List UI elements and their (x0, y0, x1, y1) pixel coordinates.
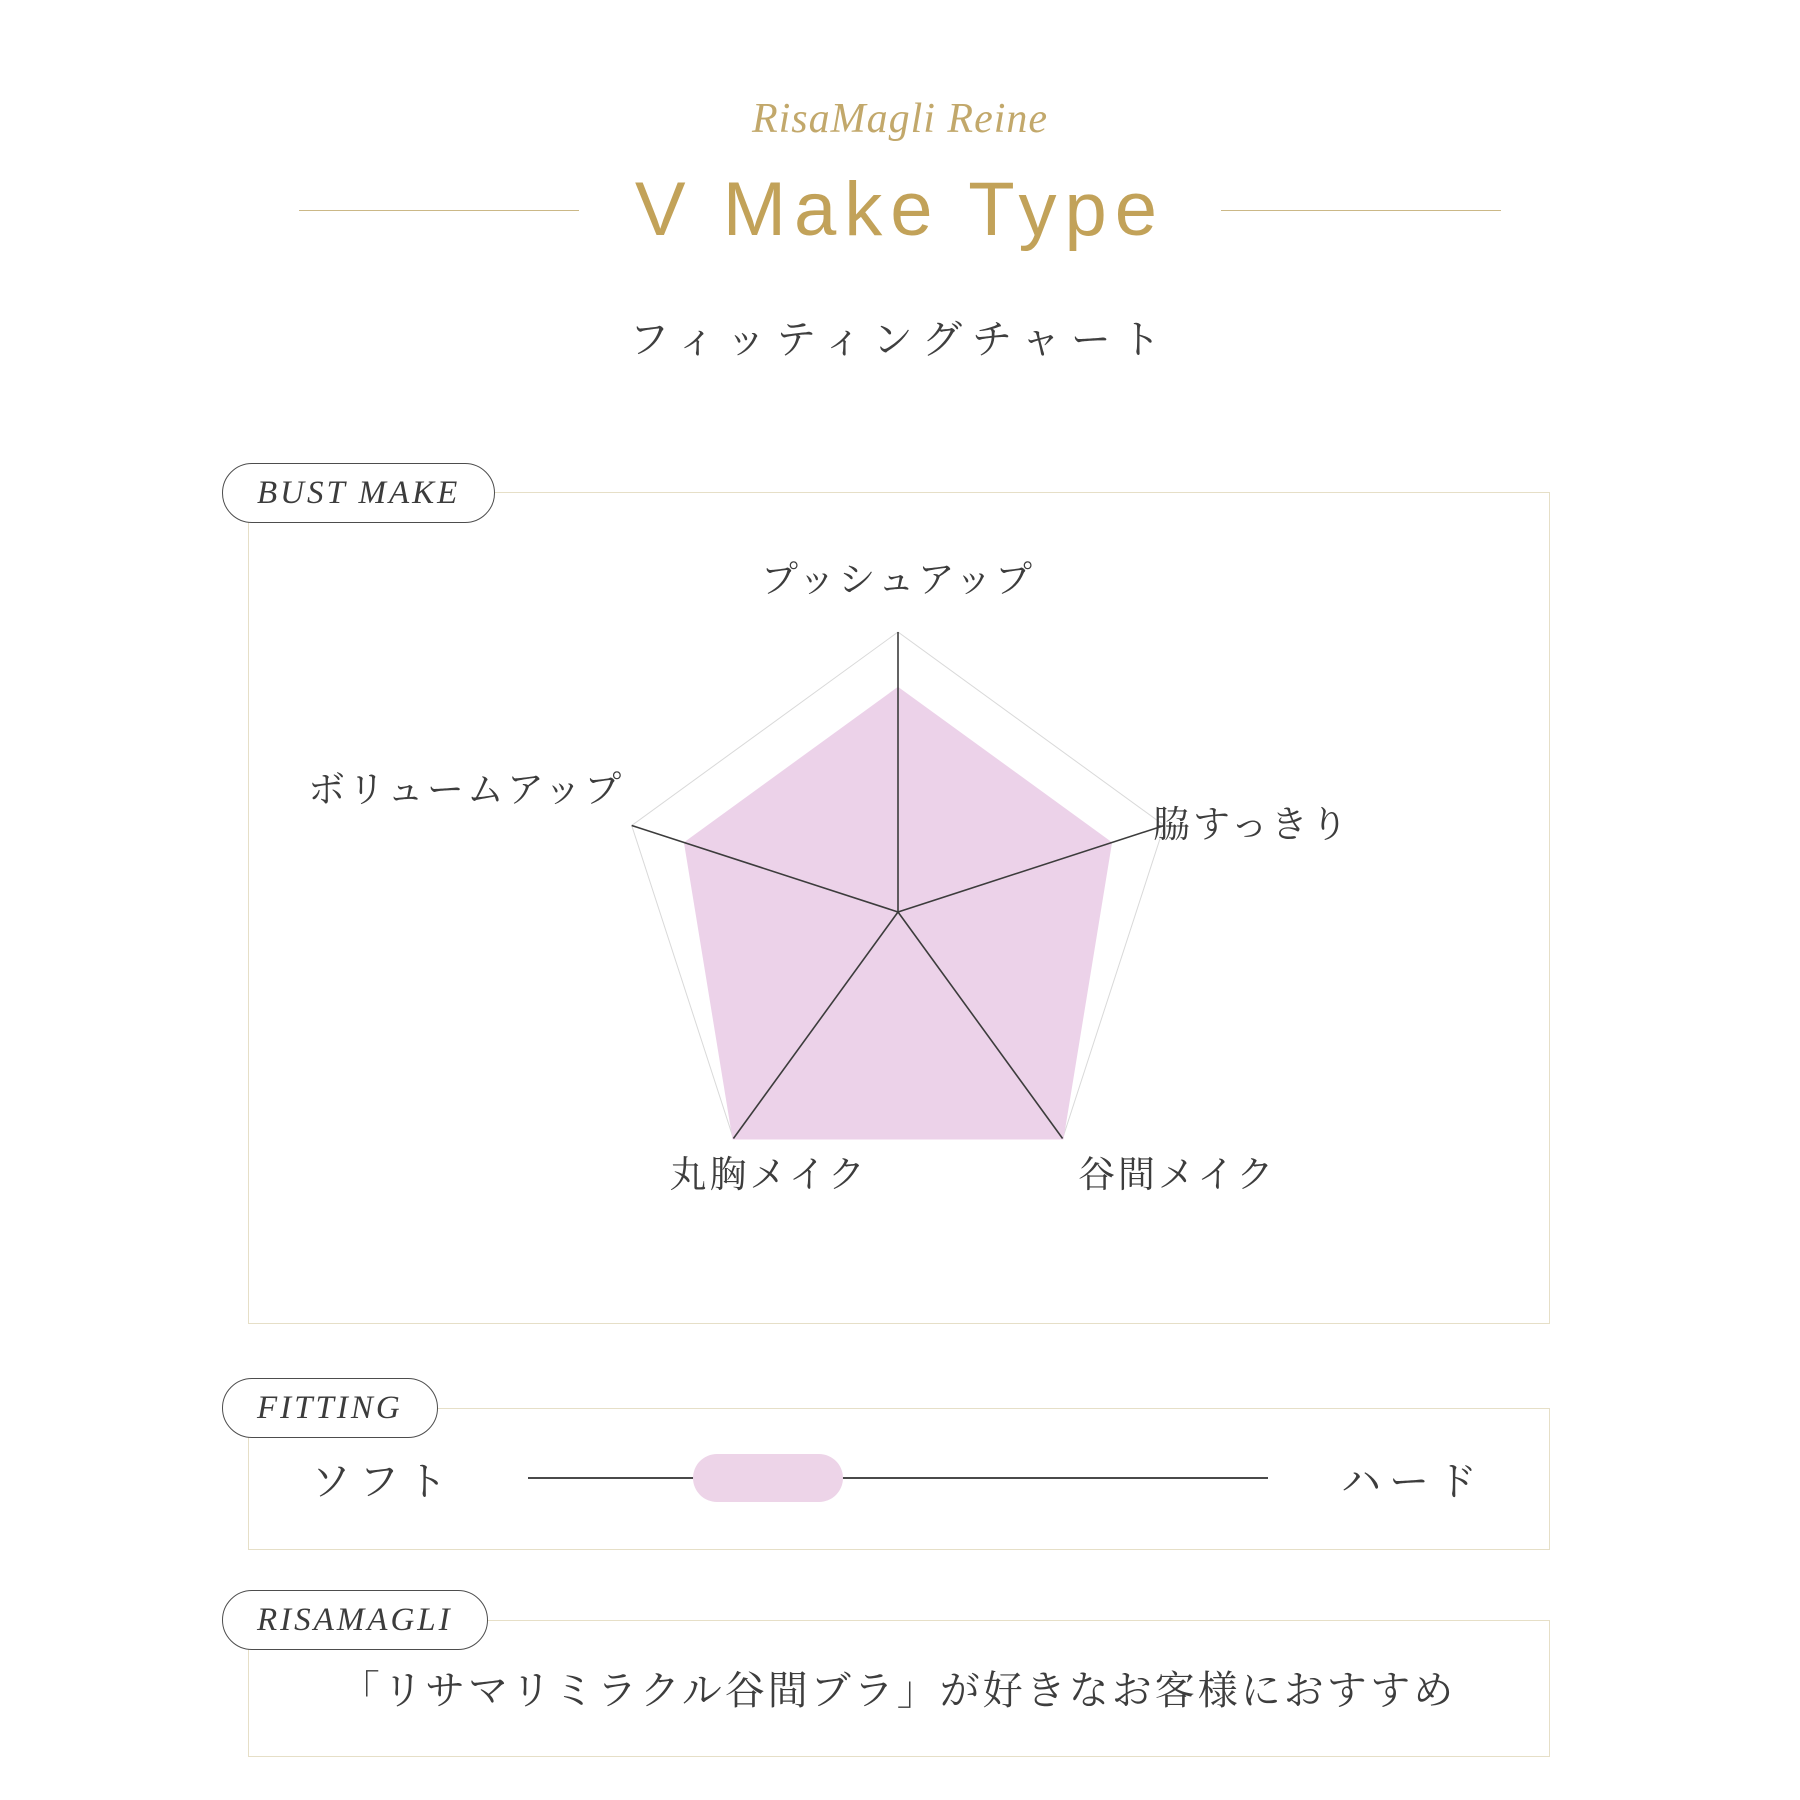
bust-make-tag: BUST MAKE (222, 463, 495, 523)
fitting-scale (248, 1408, 1548, 1548)
page-subtitle: フィッティングチャート (629, 318, 1171, 362)
title-rule-right (1221, 210, 1501, 211)
radar-axis-label-volume-up: ボリュームアップ (308, 769, 625, 810)
fitting-track-line (528, 1477, 1268, 1479)
radar-chart (248, 492, 1548, 1322)
fitting-left-label: ソフト (311, 1459, 455, 1504)
brand-name: RisaMagli Reine (751, 96, 1049, 142)
fitting-marker[interactable] (693, 1454, 843, 1502)
page-title: V Make Type (634, 167, 1166, 252)
radar-axis-label-push-up: プッシュアップ (760, 559, 1036, 600)
radar-axis-label-side-smooth: 脇すっきり (1153, 804, 1351, 845)
fitting-tag: FITTING (222, 1378, 438, 1438)
radar-axis-label-round-shape: 丸胸メイク (669, 1154, 868, 1195)
title-rule-left (299, 210, 579, 211)
fitting-right-label: ハード (1341, 1459, 1485, 1504)
page-title-row (0, 167, 1800, 252)
risamagli-tag: RISAMAGLI (222, 1590, 488, 1650)
fitting-track[interactable] (518, 1458, 1278, 1498)
risamagli-text: 「リサマリミラクル谷間ブラ」が好きなお客様におすすめ (339, 1669, 1457, 1713)
radar-axis-label-cleavage: 谷間メイク (1078, 1154, 1277, 1195)
